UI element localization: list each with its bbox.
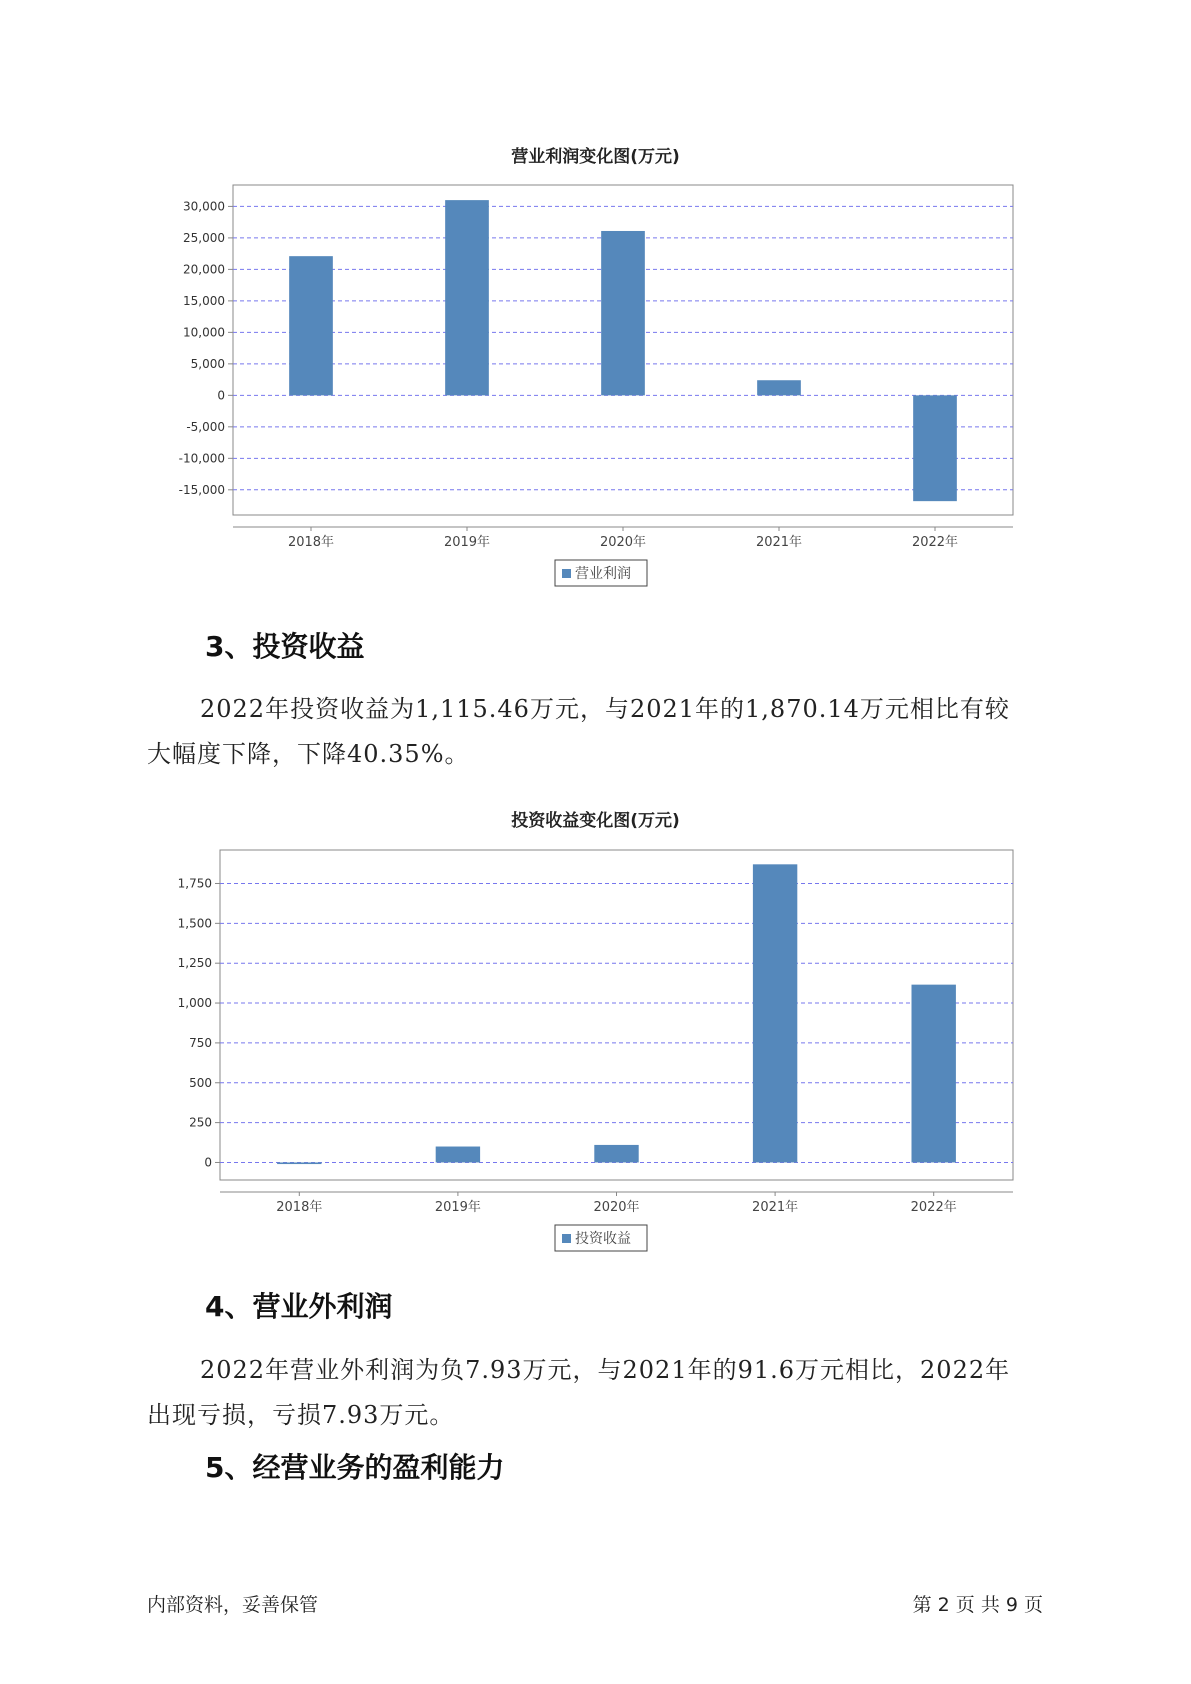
bar <box>757 380 801 395</box>
x-tick-label: 2020年 <box>599 535 647 550</box>
investment-income-chart <box>0 840 1191 1247</box>
y-tick-label: 1,250 <box>177 956 212 971</box>
bar <box>594 1145 638 1163</box>
y-tick-label: 10,000 <box>183 325 225 340</box>
y-tick-label: 1,000 <box>177 996 212 1011</box>
y-tick-label: 1,750 <box>177 876 212 891</box>
bar <box>289 256 333 395</box>
x-tick-label: 2019年 <box>434 1200 481 1215</box>
chart-title: 投资收益变化图(万元) <box>511 811 680 831</box>
y-tick-label: 250 <box>189 1115 212 1130</box>
bar <box>277 1162 321 1164</box>
y-tick-label: -10,000 <box>178 451 225 466</box>
paragraph-line: 2022年投资收益为1,115.46万元，与2021年的1,870.14万元相比有较 <box>200 695 1010 723</box>
footer-confidential-note: 内部资料，妥善保管 <box>147 1594 319 1616</box>
operating-profit-chart <box>0 175 1191 645</box>
footer-page-number: 第 2 页 共 9 页 <box>912 1594 1043 1616</box>
x-tick-label: 2022年 <box>910 1200 957 1215</box>
paragraph-non-operating-profit <box>147 1348 1047 1438</box>
bar <box>753 864 797 1162</box>
y-tick-label: 5,000 <box>190 356 225 371</box>
plot-area-border <box>220 850 1013 1180</box>
x-tick-label: 2018年 <box>276 1200 323 1215</box>
y-tick-label: 25,000 <box>183 230 225 245</box>
legend-swatch <box>562 569 571 578</box>
x-tick-label: 2019年 <box>443 535 491 550</box>
paragraph-investment-income <box>147 687 1047 777</box>
y-tick-label: 500 <box>189 1075 212 1090</box>
legend-label: 营业利润 <box>575 566 631 582</box>
bar <box>911 985 955 1163</box>
bar <box>445 200 489 395</box>
section-heading-investment-income: 3、投资收益 <box>205 630 365 663</box>
paragraph-line: 大幅度下降，下降40.35%。 <box>147 740 470 768</box>
y-tick-label: 750 <box>189 1035 212 1050</box>
y-tick-label: -15,000 <box>178 482 225 497</box>
y-tick-label: 20,000 <box>183 262 225 277</box>
y-tick-label: 30,000 <box>183 199 225 214</box>
chart-title: 营业利润变化图(万元) <box>511 147 680 167</box>
bar <box>436 1147 480 1163</box>
y-tick-label: -5,000 <box>186 419 225 434</box>
section-heading-non-operating-profit: 4、营业外利润 <box>205 1290 393 1323</box>
x-tick-label: 2021年 <box>752 1200 799 1215</box>
x-tick-label: 2022年 <box>911 535 959 550</box>
y-tick-label: 15,000 <box>183 293 225 308</box>
x-tick-label: 2018年 <box>287 535 335 550</box>
x-tick-label: 2021年 <box>755 535 803 550</box>
y-tick-label: 0 <box>217 388 225 403</box>
y-tick-label: 1,500 <box>177 916 212 931</box>
bar <box>601 231 645 395</box>
legend-label: 投资收益 <box>575 1231 631 1247</box>
bar <box>913 395 957 501</box>
y-tick-label: 0 <box>204 1155 212 1170</box>
legend-swatch <box>562 1234 571 1243</box>
paragraph-line: 2022年营业外利润为负7.93万元，与2021年的91.6万元相比，2022年 <box>200 1356 1011 1384</box>
section-heading-operating-profitability: 5、经营业务的盈利能力 <box>205 1451 505 1484</box>
x-tick-label: 2020年 <box>593 1200 640 1215</box>
paragraph-line: 出现亏损，亏损7.93万元。 <box>147 1401 455 1429</box>
